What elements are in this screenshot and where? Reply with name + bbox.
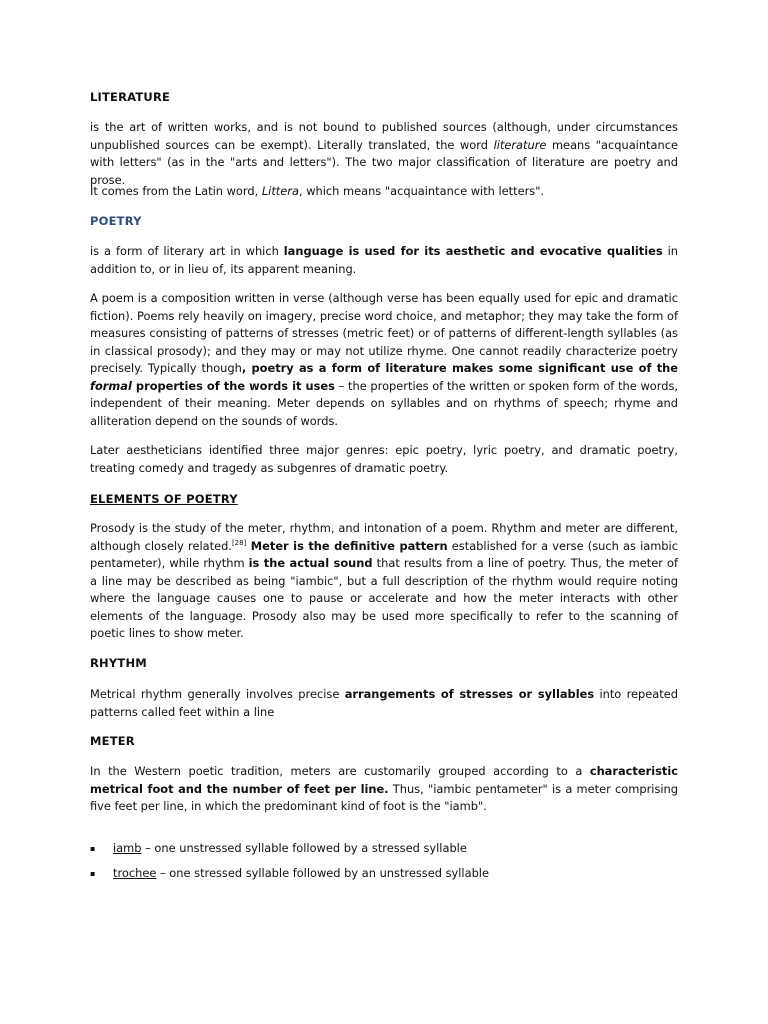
- list-item-description: – one unstressed syllable followed by a stressed syllable: [141, 841, 467, 855]
- square-bullet-icon: ▪: [90, 869, 96, 878]
- square-bullet-icon: ▪: [90, 844, 96, 853]
- heading-literature: LITERATURE: [90, 90, 171, 104]
- term-link-iamb[interactable]: iamb: [113, 841, 142, 855]
- poetry-paragraph-3: Later aestheticians identified three major genres: epic poetry, lyric poetry, and dramatic poetry, treating comedy and tragedy as subgenres of dramatic poetry.: [90, 443, 678, 475]
- heading-poetry: POETRY: [90, 214, 142, 228]
- term-link-trochee[interactable]: trochee: [113, 866, 157, 880]
- poetry-paragraph-1: is a form of literary art in which language is used for its aesthetic and evocative qualities in addition to, or in lieu of, its apparent meaning.: [90, 244, 678, 276]
- list-item-description: – one stressed syllable followed by an unstressed syllable: [156, 866, 489, 880]
- heading-rhythm: RHYTHM: [90, 656, 147, 670]
- literature-paragraph-1: is the art of written works, and is not bound to published sources (although, under circumstances unpublished sources can be exempt). Literally translated, the word literature means "acquaintance with letters" (as in the "arts and letters"). The two major classification of literature are poetry and prose.: [90, 120, 678, 187]
- elements-paragraph-1: Prosody is the study of the meter, rhythm, and intonation of a poem. Rhythm and meter are different, although closely related.[28] Meter is the definitive pattern established for a verse (such as iambic pentameter), while rhythm is the actual sound that results from a line of poetry. Thus, the meter of a line may be described as being "iambic", but a full description of the rhythm would require noting where the language causes one to pause or accelerate and how the meter interacts with other elements of the language. Prosody also may be used more specifically to refer to the scanning of poetic lines to show meter.: [90, 521, 679, 640]
- rhythm-paragraph-1: Metrical rhythm generally involves precise arrangements of stresses or syllables into repeated patterns called feet within a line: [90, 687, 678, 719]
- poetry-paragraph-2: A poem is a composition written in verse (although verse has been equally used for epic and dramatic fiction). Poems rely heavily on imagery, precise word choice, and metaphor; they may take the form of measures consisting of patterns of stresses (metric feet) or of patterns of different-length syllables (as in classical prosody); and they may or may not utilize rhyme. One cannot readily characterize poetry precisely. Typically though, poetry as a form of literature makes some significant use of the formal properties of the words it uses – the properties of the written or spoken form of the words, independent of their meaning. Meter depends on syllables and on rhythms of speech; rhyme and alliteration depend on the sounds of words.: [90, 291, 679, 428]
- heading-elements-of-poetry: ELEMENTS OF POETRY: [90, 492, 238, 506]
- heading-meter: METER: [90, 734, 135, 748]
- meter-paragraph-1: In the Western poetic tradition, meters are customarily grouped according to a characteristic metrical foot and the number of feet per line. Thus, "iambic pentameter" is a meter comprising five feet per line, in which the predominant kind of foot is the "iamb".: [90, 764, 679, 813]
- literature-paragraph-2: It comes from the Latin word, Littera, which means "acquaintance with letters".: [90, 184, 545, 198]
